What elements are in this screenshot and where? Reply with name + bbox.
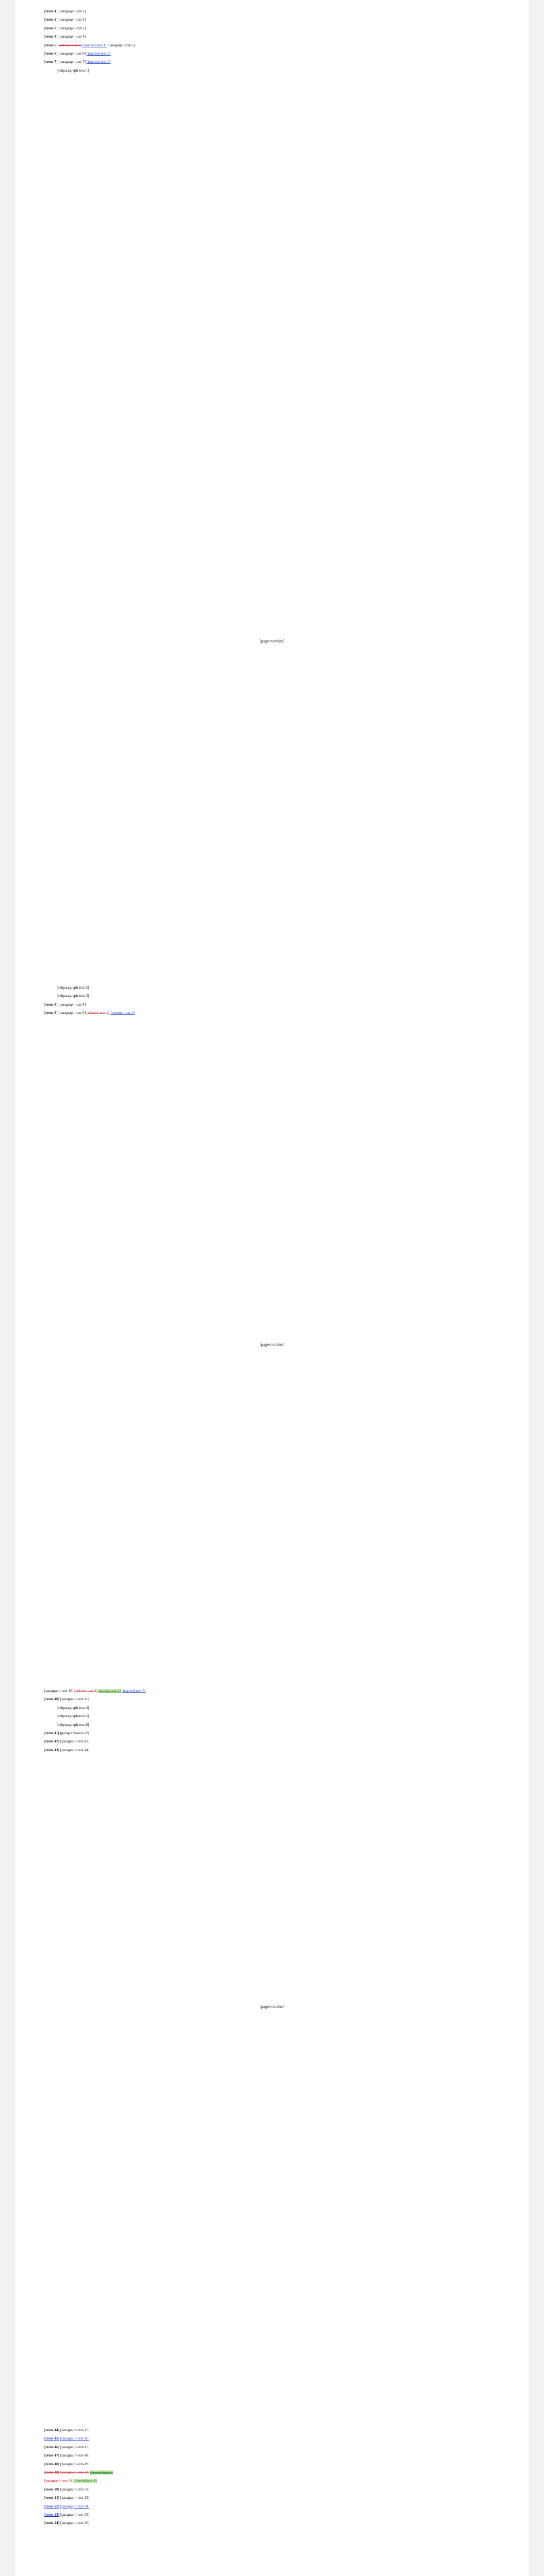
paragraph-text: [paragraph-text-14]: [60, 1748, 90, 1752]
definition-paragraph: [30, 2504, 514, 2509]
definition-paragraph: [30, 1731, 514, 1736]
paragraph-text: [paragraph-text-20]: [60, 2470, 90, 2475]
paragraph-text: [paragraph-text-22]: [60, 2487, 90, 2492]
paragraph-text: [paragraph-text-10]: [44, 1689, 74, 1693]
document-page-2: [15, 703, 529, 1406]
definition-paragraph: [30, 1011, 514, 1015]
subparagraph: [30, 994, 514, 998]
definition-paragraph: [30, 43, 514, 48]
definition-paragraph: [30, 1748, 514, 1753]
paragraph-text: [subparagraph-text-4]: [57, 1705, 89, 1710]
defined-term: [term-22]: [44, 2504, 60, 2509]
deleted-text: [deleted-text-1]: [58, 43, 82, 47]
page-number: [page-number]: [259, 1342, 285, 1347]
paragraph-text: [paragraph-text-12]: [60, 1731, 89, 1736]
inserted-text: [inserted-text-5]: [121, 1689, 146, 1693]
paragraph-text: [subparagraph-text-6]: [57, 1722, 89, 1727]
paragraph-text: [paragraph-text-21]: [44, 2479, 74, 2483]
defined-term: [term-10]: [44, 1697, 60, 1702]
defined-term: [term-6]: [44, 52, 58, 56]
defined-term: [term-8]: [44, 1002, 58, 1007]
paragraph-text: [paragraph-text-8]: [58, 1002, 86, 1007]
defined-term: [term-9]: [44, 1011, 58, 1015]
defined-term: [term-19]: [44, 2470, 60, 2475]
definition-paragraph: [30, 2445, 514, 2450]
defined-term: [term-4]: [44, 35, 58, 39]
inserted-text: [inserted-text-2]: [86, 52, 111, 56]
definition-paragraph: [30, 1739, 514, 1744]
paragraph-text: [paragraph-text-16]: [60, 2436, 90, 2441]
paragraph-text: [paragraph-text-13]: [60, 1739, 90, 1744]
definition-paragraph: [30, 52, 514, 56]
paragraph-text: [subparagraph-text-3]: [57, 994, 89, 998]
paragraph-text: [subparagraph-text-1]: [57, 68, 89, 73]
definition-paragraph: [30, 2462, 514, 2467]
definition-paragraph: [30, 18, 514, 22]
paragraph-text: [subparagraph-text-2]: [57, 986, 89, 990]
paragraph-text: [paragraph-text-11]: [60, 1697, 89, 1702]
defined-term: [term-23]: [44, 2513, 60, 2517]
page-number: [page-number]: [259, 2004, 285, 2009]
document-page-1: [15, 0, 529, 703]
definition-paragraph: [30, 2513, 514, 2517]
subparagraph: [30, 1706, 514, 1710]
paragraph-text: [paragraph-text-6]: [58, 52, 86, 56]
defined-term: [term-5]: [44, 43, 58, 47]
inserted-text: [inserted-text-3]: [86, 60, 111, 64]
document-page-4: [15, 2110, 529, 2576]
definition-paragraph: [30, 2428, 514, 2433]
definition-paragraph: [30, 2436, 514, 2441]
paragraph-text: [paragraph-text-26]: [60, 2521, 90, 2526]
definition-paragraph: [30, 2470, 514, 2475]
paragraph-text: [paragraph-text-25]: [60, 2513, 90, 2517]
moved-text: [moved-text-2]: [90, 2470, 113, 2475]
inserted-text: [inserted-text-4]: [110, 1011, 135, 1015]
paragraph-text: [paragraph-text-9]: [58, 1011, 86, 1015]
paragraph-text: [paragraph-text-5]: [107, 43, 135, 47]
deleted-text: [deleted-text-2]: [86, 1011, 110, 1015]
paragraph-text: [paragraph-text-1]: [58, 9, 86, 13]
deleted-text: [deleted-text-3]: [74, 1689, 97, 1693]
defined-term: [term-21]: [44, 2496, 60, 2500]
defined-term: [term-20]: [44, 2487, 60, 2492]
paragraph-text: [paragraph-text-2]: [58, 18, 86, 22]
moved-text: [moved-text-3]: [74, 2479, 97, 2483]
defined-term: [term-1]: [44, 9, 58, 13]
defined-term: [term-11]: [44, 1731, 59, 1736]
defined-term: [term-16]: [44, 2445, 60, 2449]
definition-paragraph: [30, 60, 514, 64]
definition-paragraph: [30, 2453, 514, 2458]
definition-paragraph: [30, 26, 514, 31]
subparagraph: [30, 1714, 514, 1719]
definition-paragraph: [30, 9, 514, 14]
paragraph-text: [paragraph-text-23]: [60, 2496, 90, 2500]
definition-paragraph: [30, 1697, 514, 1702]
defined-term: [term-13]: [44, 1748, 60, 1752]
definition-paragraph: [30, 2521, 514, 2526]
definition-paragraph: [30, 1003, 514, 1007]
paragraph-text: [paragraph-text-4]: [58, 35, 86, 39]
paragraph-text: [subparagraph-text-5]: [57, 1714, 89, 1719]
defined-term: [term-17]: [44, 2453, 60, 2458]
defined-term: [term-7]: [44, 60, 58, 64]
defined-term: [term-14]: [44, 2428, 60, 2432]
document-page-3: [15, 1406, 529, 2110]
paragraph-text: [paragraph-text-3]: [58, 26, 86, 30]
page-number: [page-number]: [259, 639, 285, 643]
paragraph-text: [paragraph-text-18]: [60, 2453, 90, 2458]
definition-paragraph: [30, 1689, 514, 1693]
definition-paragraph: [30, 2479, 514, 2483]
defined-term: [term-3]: [44, 26, 58, 30]
paragraph-text: [paragraph-text-24]: [60, 2504, 90, 2509]
paragraph-text: [paragraph-text-17]: [60, 2445, 90, 2449]
defined-term: [term-12]: [44, 1739, 60, 1744]
subparagraph: [30, 69, 514, 73]
definition-paragraph: [30, 35, 514, 39]
inserted-text: [inserted-text-1]: [82, 43, 107, 47]
definition-paragraph: [30, 2496, 514, 2500]
defined-term: [term-24]: [44, 2521, 60, 2526]
paragraph-text: [paragraph-text-7]: [58, 60, 86, 64]
defined-term: [term-18]: [44, 2462, 60, 2466]
definition-paragraph: [30, 2487, 514, 2492]
defined-term: [term-2]: [44, 18, 58, 22]
moved-text: [moved-text-1]: [98, 1689, 121, 1693]
subparagraph: [30, 1723, 514, 1727]
defined-term: [term-15]: [44, 2436, 60, 2441]
paragraph-text: [paragraph-text-19]: [60, 2462, 90, 2466]
paragraph-text: [paragraph-text-15]: [60, 2428, 90, 2432]
subparagraph: [30, 986, 514, 990]
